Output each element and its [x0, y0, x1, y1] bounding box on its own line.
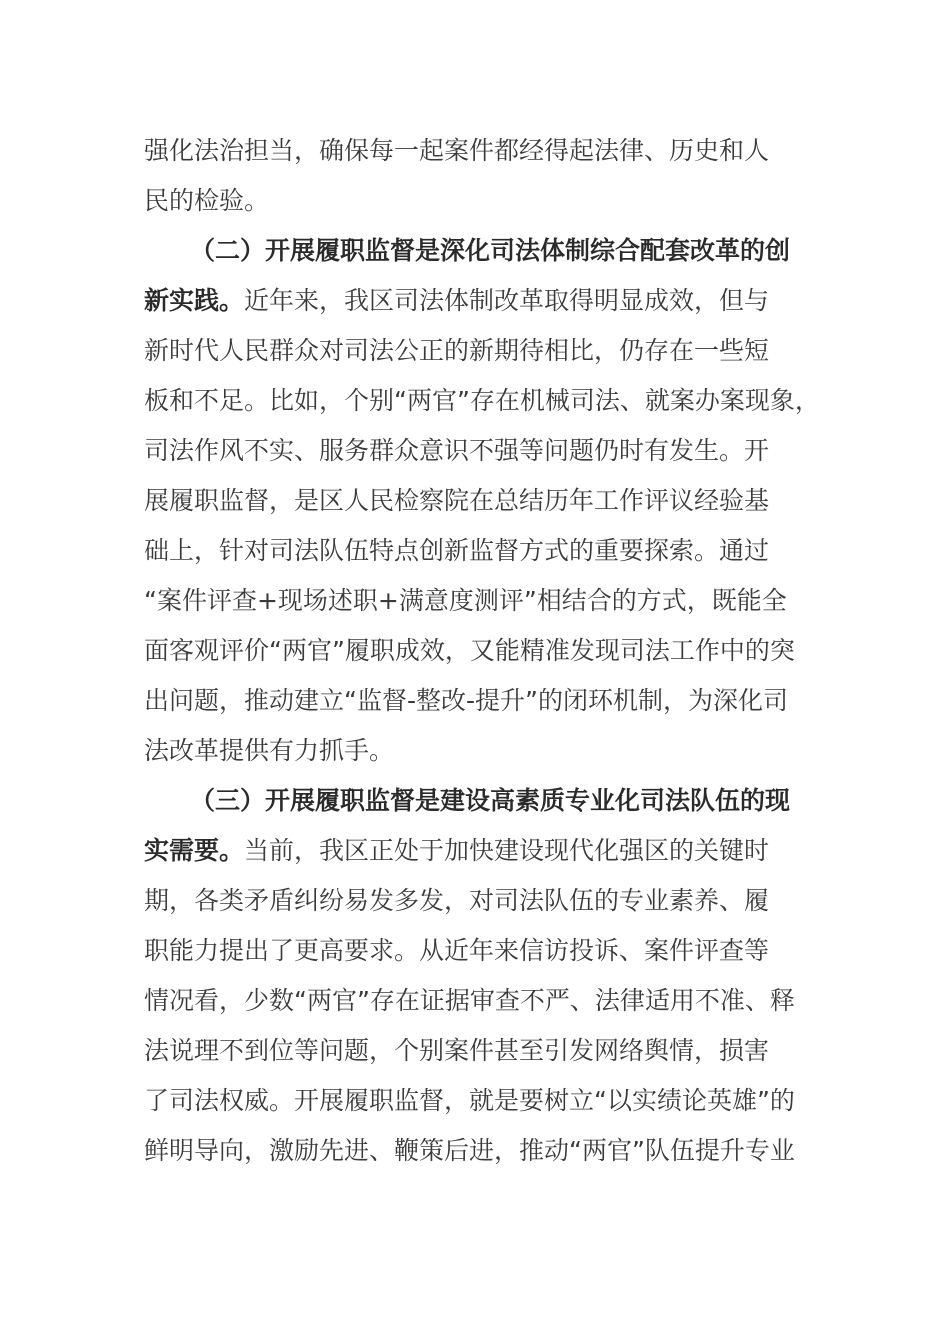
- line-text: 板和不足。比如，个别“两官”存在机械司法、就案办案现象，: [144, 386, 820, 415]
- line-text: 展履职监督，是区人民检察院在总结历年工作评议经验基: [144, 486, 770, 515]
- line-text: 面客观评价“两官”履职成效，又能精准发现司法工作中的突: [144, 636, 795, 665]
- line-text: “案件评查+现场述职+满意度测评”相结合的方式，既能全: [144, 586, 787, 615]
- line-text: 司法作风不实、服务群众意识不强等问题仍时有发生。开: [144, 436, 770, 465]
- line-text: 础上，针对司法队伍特点创新监督方式的重要探索。通过: [144, 536, 770, 565]
- text-line: [144, 1126, 795, 1176]
- line-text: 强化法治担当，确保每一起案件都经得起法律、历史和人: [144, 136, 770, 165]
- text-line: [144, 576, 787, 626]
- line-text: 情况看，少数“两官”存在证据审查不严、法律适用不准、释: [144, 986, 795, 1015]
- text-line: [144, 426, 769, 476]
- text-line: [144, 926, 769, 976]
- text-line: [144, 126, 769, 176]
- text-line: [144, 1026, 769, 1076]
- line-text: 法说理不到位等问题，个别案件甚至引发网络舆情，损害: [144, 1036, 770, 1065]
- text-line: [144, 276, 769, 326]
- heading-text: 新实践。: [144, 286, 245, 315]
- text-line: [144, 526, 769, 576]
- line-text: 职能力提出了更高要求。从近年来信访投诉、案件评查等: [144, 936, 770, 965]
- line-text: 近年来，我区司法体制改革取得明显成效，但与: [244, 286, 770, 315]
- line-text: 法改革提供有力抓手。: [144, 736, 395, 765]
- heading-text: （二）开展履职监督是深化司法体制综合配套改革的创: [190, 236, 791, 265]
- text-line: [144, 476, 769, 526]
- text-line: [144, 1076, 795, 1126]
- heading-text: （三）开展履职监督是建设高素质专业化司法队伍的现: [190, 786, 791, 815]
- line-text: 鲜明导向，激励先进、鞭策后进，推动“两官”队伍提升专业: [144, 1136, 795, 1165]
- line-text: 出问题，推动建立“监督-整改-提升”的闭环机制，为深化司: [144, 686, 788, 715]
- line-text: 新时代人民群众对司法公正的新期待相比，仍存在一些短: [144, 336, 770, 365]
- text-line: [144, 726, 394, 776]
- text-line: [144, 176, 269, 226]
- text-line: [144, 626, 795, 676]
- section-heading-3: [190, 776, 790, 826]
- line-text: 了司法权威。开展履职监督，就是要树立“以实绩论英雄”的: [144, 1086, 795, 1115]
- text-line: [144, 326, 769, 376]
- line-text: 当前，我区正处于加快建设现代化强区的关键时: [244, 836, 770, 865]
- line-text: 期，各类矛盾纠纷易发多发，对司法队伍的专业素养、履: [144, 886, 770, 915]
- line-text: 民的检验。: [144, 186, 270, 215]
- text-line: [144, 976, 795, 1026]
- section-heading-2: [190, 226, 790, 276]
- text-line: [144, 676, 788, 726]
- text-line: [144, 376, 820, 426]
- text-line: [144, 876, 769, 926]
- text-line: [144, 826, 769, 876]
- heading-text: 实需要。: [144, 836, 245, 865]
